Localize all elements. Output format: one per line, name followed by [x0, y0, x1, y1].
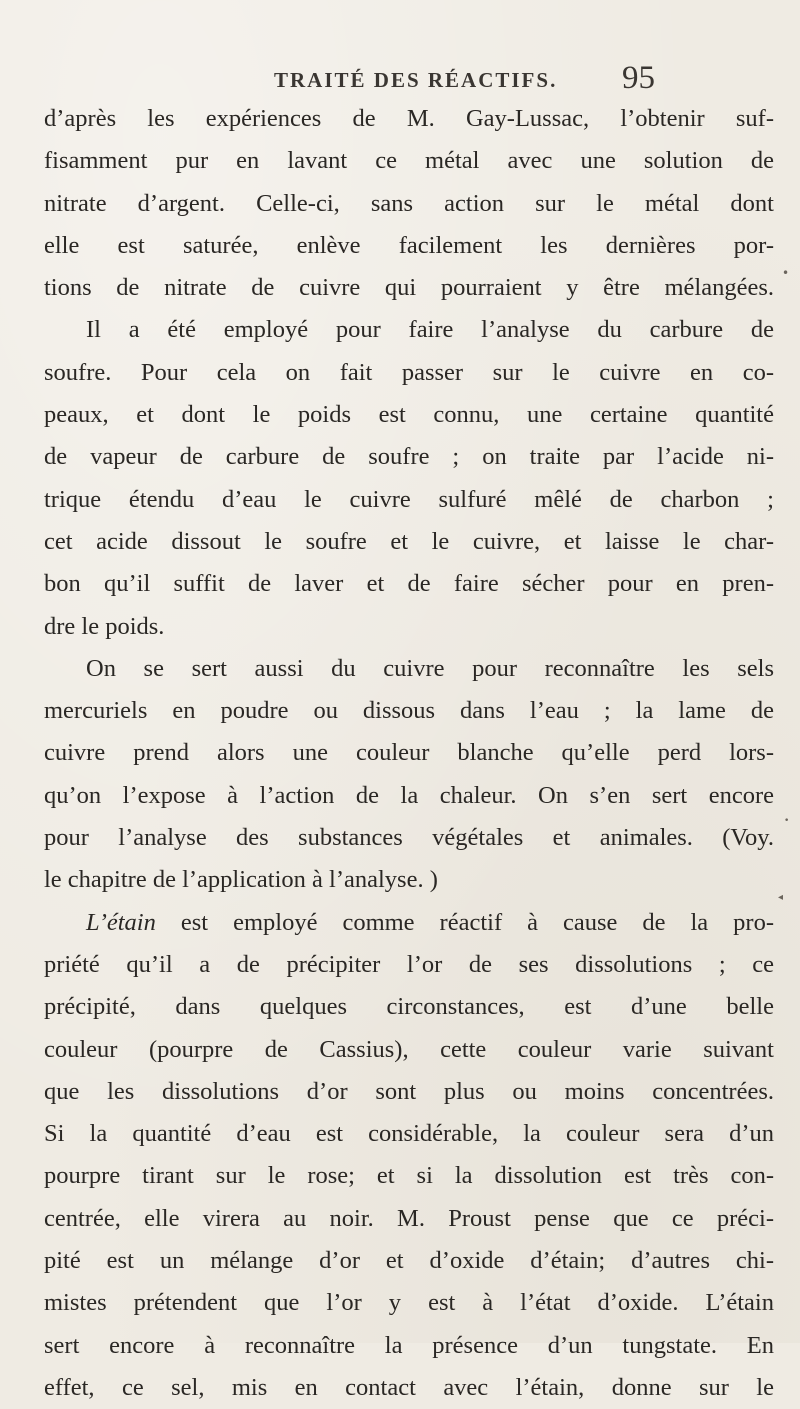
text-line: pourpre tirant sur le rose; et si la dissolution est très con-: [44, 1162, 774, 1190]
text-line: effet, ce sel, mis en contact avec l’étain, donne sur le: [44, 1373, 774, 1401]
text-line: elle est saturée, enlève facilement les dernières por-: [44, 231, 774, 259]
text-line: tions de nitrate de cuivre qui pourraient y être mélangées.: [44, 274, 774, 302]
text-line: soufre. Pour cela on fait passer sur le cuivre en co-: [44, 358, 774, 386]
running-title: TRAITÉ DES RÉACTIFS.: [274, 68, 558, 92]
text-line: Si la quantité d’eau est considérable, la couleur sera d’un: [44, 1120, 774, 1148]
margin-speck: •: [782, 266, 790, 280]
text-line: fisamment pur en lavant ce métal avec une solution de: [44, 147, 774, 175]
text-line: L’étain est employé comme réactif à cause de la pro-: [86, 908, 774, 936]
text-line: d’après les expériences de M. Gay-Lussac, l’obtenir suf-: [44, 105, 774, 132]
text-line: nitrate d’argent. Celle-ci, sans action sur le métal dont: [44, 189, 774, 217]
text-line: précipité, dans quelques circonstances, est d’une belle: [44, 993, 774, 1021]
text-line: bon qu’il suffit de laver et de faire sécher pour en pren-: [44, 570, 774, 598]
italic-term: L’étain: [86, 908, 156, 936]
text-line: le chapitre de l’application à l’analyse. ): [44, 866, 438, 894]
running-header: [0, 62, 800, 102]
text-line: cuivre prend alors une couleur blanche qu’elle perd lors-: [44, 739, 774, 767]
body-text: [44, 98, 774, 1409]
text-line: cet acide dissout le soufre et le cuivre, et laisse le char-: [44, 527, 774, 555]
text-line: On se sert aussi du cuivre pour reconnaître les sels: [86, 654, 774, 682]
page-number: 95: [622, 60, 655, 96]
text-line: Il a été employé pour faire l’analyse du carbure de: [86, 316, 774, 344]
text-line: couleur (pourpre de Cassius), cette couleur varie suivant: [44, 1035, 774, 1063]
text-line: qu’on l’expose à l’action de la chaleur. On s’en sert encore: [44, 781, 774, 809]
margin-speck: ◂: [778, 892, 784, 903]
text-line: priété qu’il a de précipiter l’or de ses dissolutions ; ce: [44, 950, 774, 978]
text-line: trique étendu d’eau le cuivre sulfuré mêlé de charbon ;: [44, 485, 774, 513]
text-line: peaux, et dont le poids est connu, une certaine quantité: [44, 401, 774, 429]
text-line: sert encore à reconnaître la présence d’un tungstate. En: [44, 1331, 774, 1359]
text-line: centrée, elle virera au noir. M. Proust pense que ce préci-: [44, 1204, 774, 1232]
text-line: dre le poids.: [44, 612, 165, 640]
text-line: que les dissolutions d’or sont plus ou moins concentrées.: [44, 1077, 774, 1105]
text-line: pour l’analyse des substances végétales et animales. (Voy.: [44, 824, 774, 852]
text-line: mercuriels en poudre ou dissous dans l’eau ; la lame de: [44, 697, 774, 725]
text-line: pité est un mélange d’or et d’oxide d’étain; d’autres chi-: [44, 1247, 774, 1275]
margin-speck: •: [784, 816, 790, 826]
text-line: de vapeur de carbure de soufre ; on traite par l’acide ni-: [44, 443, 774, 471]
text-line: mistes prétendent que l’or y est à l’état d’oxide. L’étain: [44, 1289, 774, 1317]
